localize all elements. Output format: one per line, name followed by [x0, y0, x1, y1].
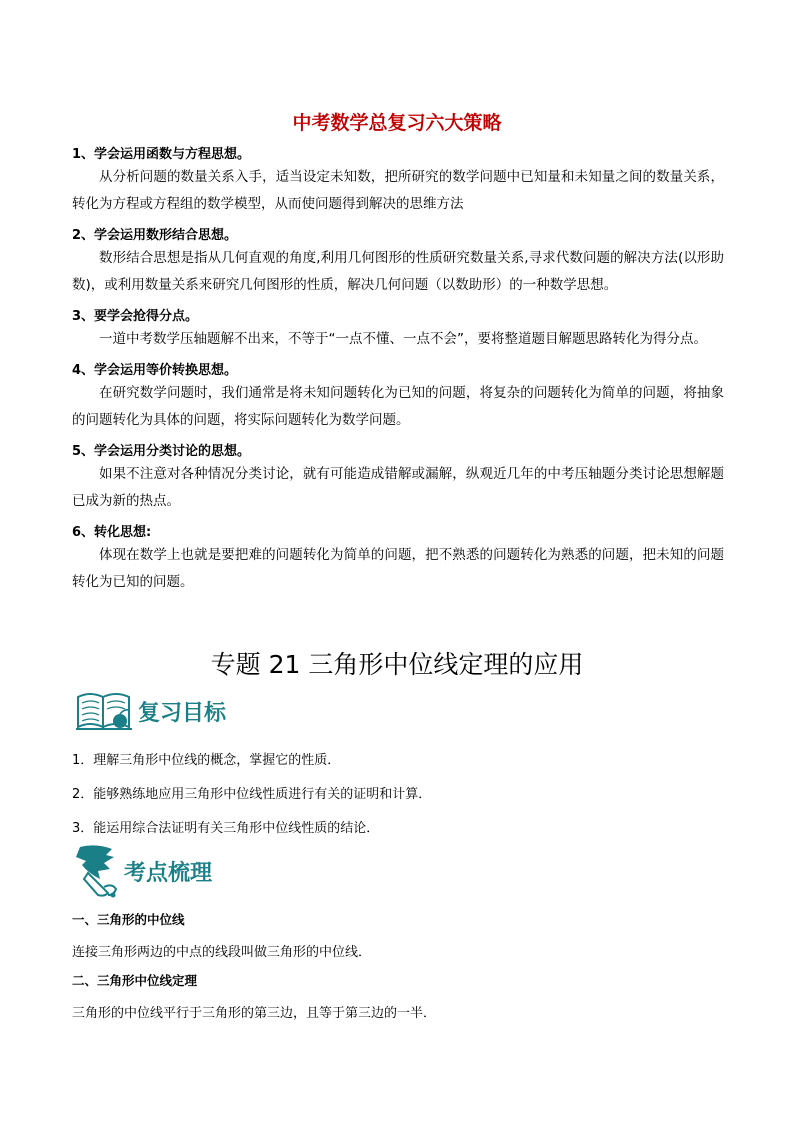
- strategy-body-5: 如果不注意对各种情况分类讨论，就有可能造成错解或漏解，纵观近几年的中考压轴题分类讨论思想解题已成为新的热点。: [72, 466, 724, 509]
- strategy-body-1: 从分析问题的数量关系入手，适当设定未知数，把所研究的数学问题中已知量和未知量之间的数量关系，转化为方程或方程组的数学模型，从而使问题得到解决的思维方法: [72, 169, 724, 212]
- strategy-heading-1: 1、学会运用函数与方程思想。: [72, 147, 251, 162]
- key-point-body-2: 三角形的中位线平行于三角形的第三边，且等于第三边的一半．: [72, 1006, 437, 1021]
- topic-title: 专题 21 三角形中位线定理的应用: [210, 650, 584, 679]
- goal-item-1: 1．理解三角形中位线的概念，掌握它的性质．: [72, 753, 341, 768]
- strategy-heading-2: 2、学会运用数形结合思想。: [72, 228, 238, 243]
- open-book-icon: [74, 689, 134, 733]
- strategy-body-6: 体现在数学上也就是要把难的问题转化为简单的问题，把不熟悉的问题转化为熟悉的问题，把未知的问题转化为已知的问题。: [72, 547, 724, 590]
- key-point-body-1: 连接三角形两边的中点的线段叫做三角形的中位线．: [72, 945, 372, 960]
- strategy-heading-6: 6、转化思想:: [72, 525, 152, 540]
- goal-item-3: 3．能运用综合法证明有关三角形中位线性质的结论．: [72, 821, 380, 836]
- review-goals-label: 复习目标: [138, 699, 227, 726]
- strategy-body-3: 一道中考数学压轴题解不出来，不等于“一点不懂、一点不会”，要将整道题目解题思路转化为得分点。: [99, 331, 707, 347]
- key-points-label: 考点梳理: [124, 859, 213, 886]
- goal-item-2: 2．能够熟练地应用三角形中位线性质进行有关的证明和计算．: [72, 787, 432, 802]
- review-goals-banner: [74, 689, 226, 733]
- strategy-heading-4: 4、学会运用等价转换思想。: [72, 363, 238, 378]
- key-points-banner: [74, 843, 212, 899]
- leaf-bell-icon: [74, 843, 120, 899]
- strategy-title: 中考数学总复习六大策略: [292, 112, 502, 134]
- strategy-heading-3: 3、要学会抢得分点。: [72, 309, 199, 324]
- key-point-heading-2: 二、三角形中位线定理: [72, 973, 198, 988]
- key-point-heading-1: 一、三角形的中位线: [72, 912, 185, 927]
- strategy-body-4: 在研究数学问题时，我们通常是将未知问题转化为已知的问题，将复杂的问题转化为简单的问题，将抽象的问题转化为具体的问题，将实际问题转化为数学问题。: [72, 385, 724, 428]
- strategy-heading-5: 5、学会运用分类讨论的思想。: [72, 444, 251, 459]
- strategy-body-2: 数形结合思想是指从几何直观的角度,利用几何图形的性质研究数量关系,寻求代数问题的解决方法(以形助数)，或利用数量关系来研究几何图形的性质，解决几何问题（以数助形）的一种数学思想。: [72, 250, 724, 293]
